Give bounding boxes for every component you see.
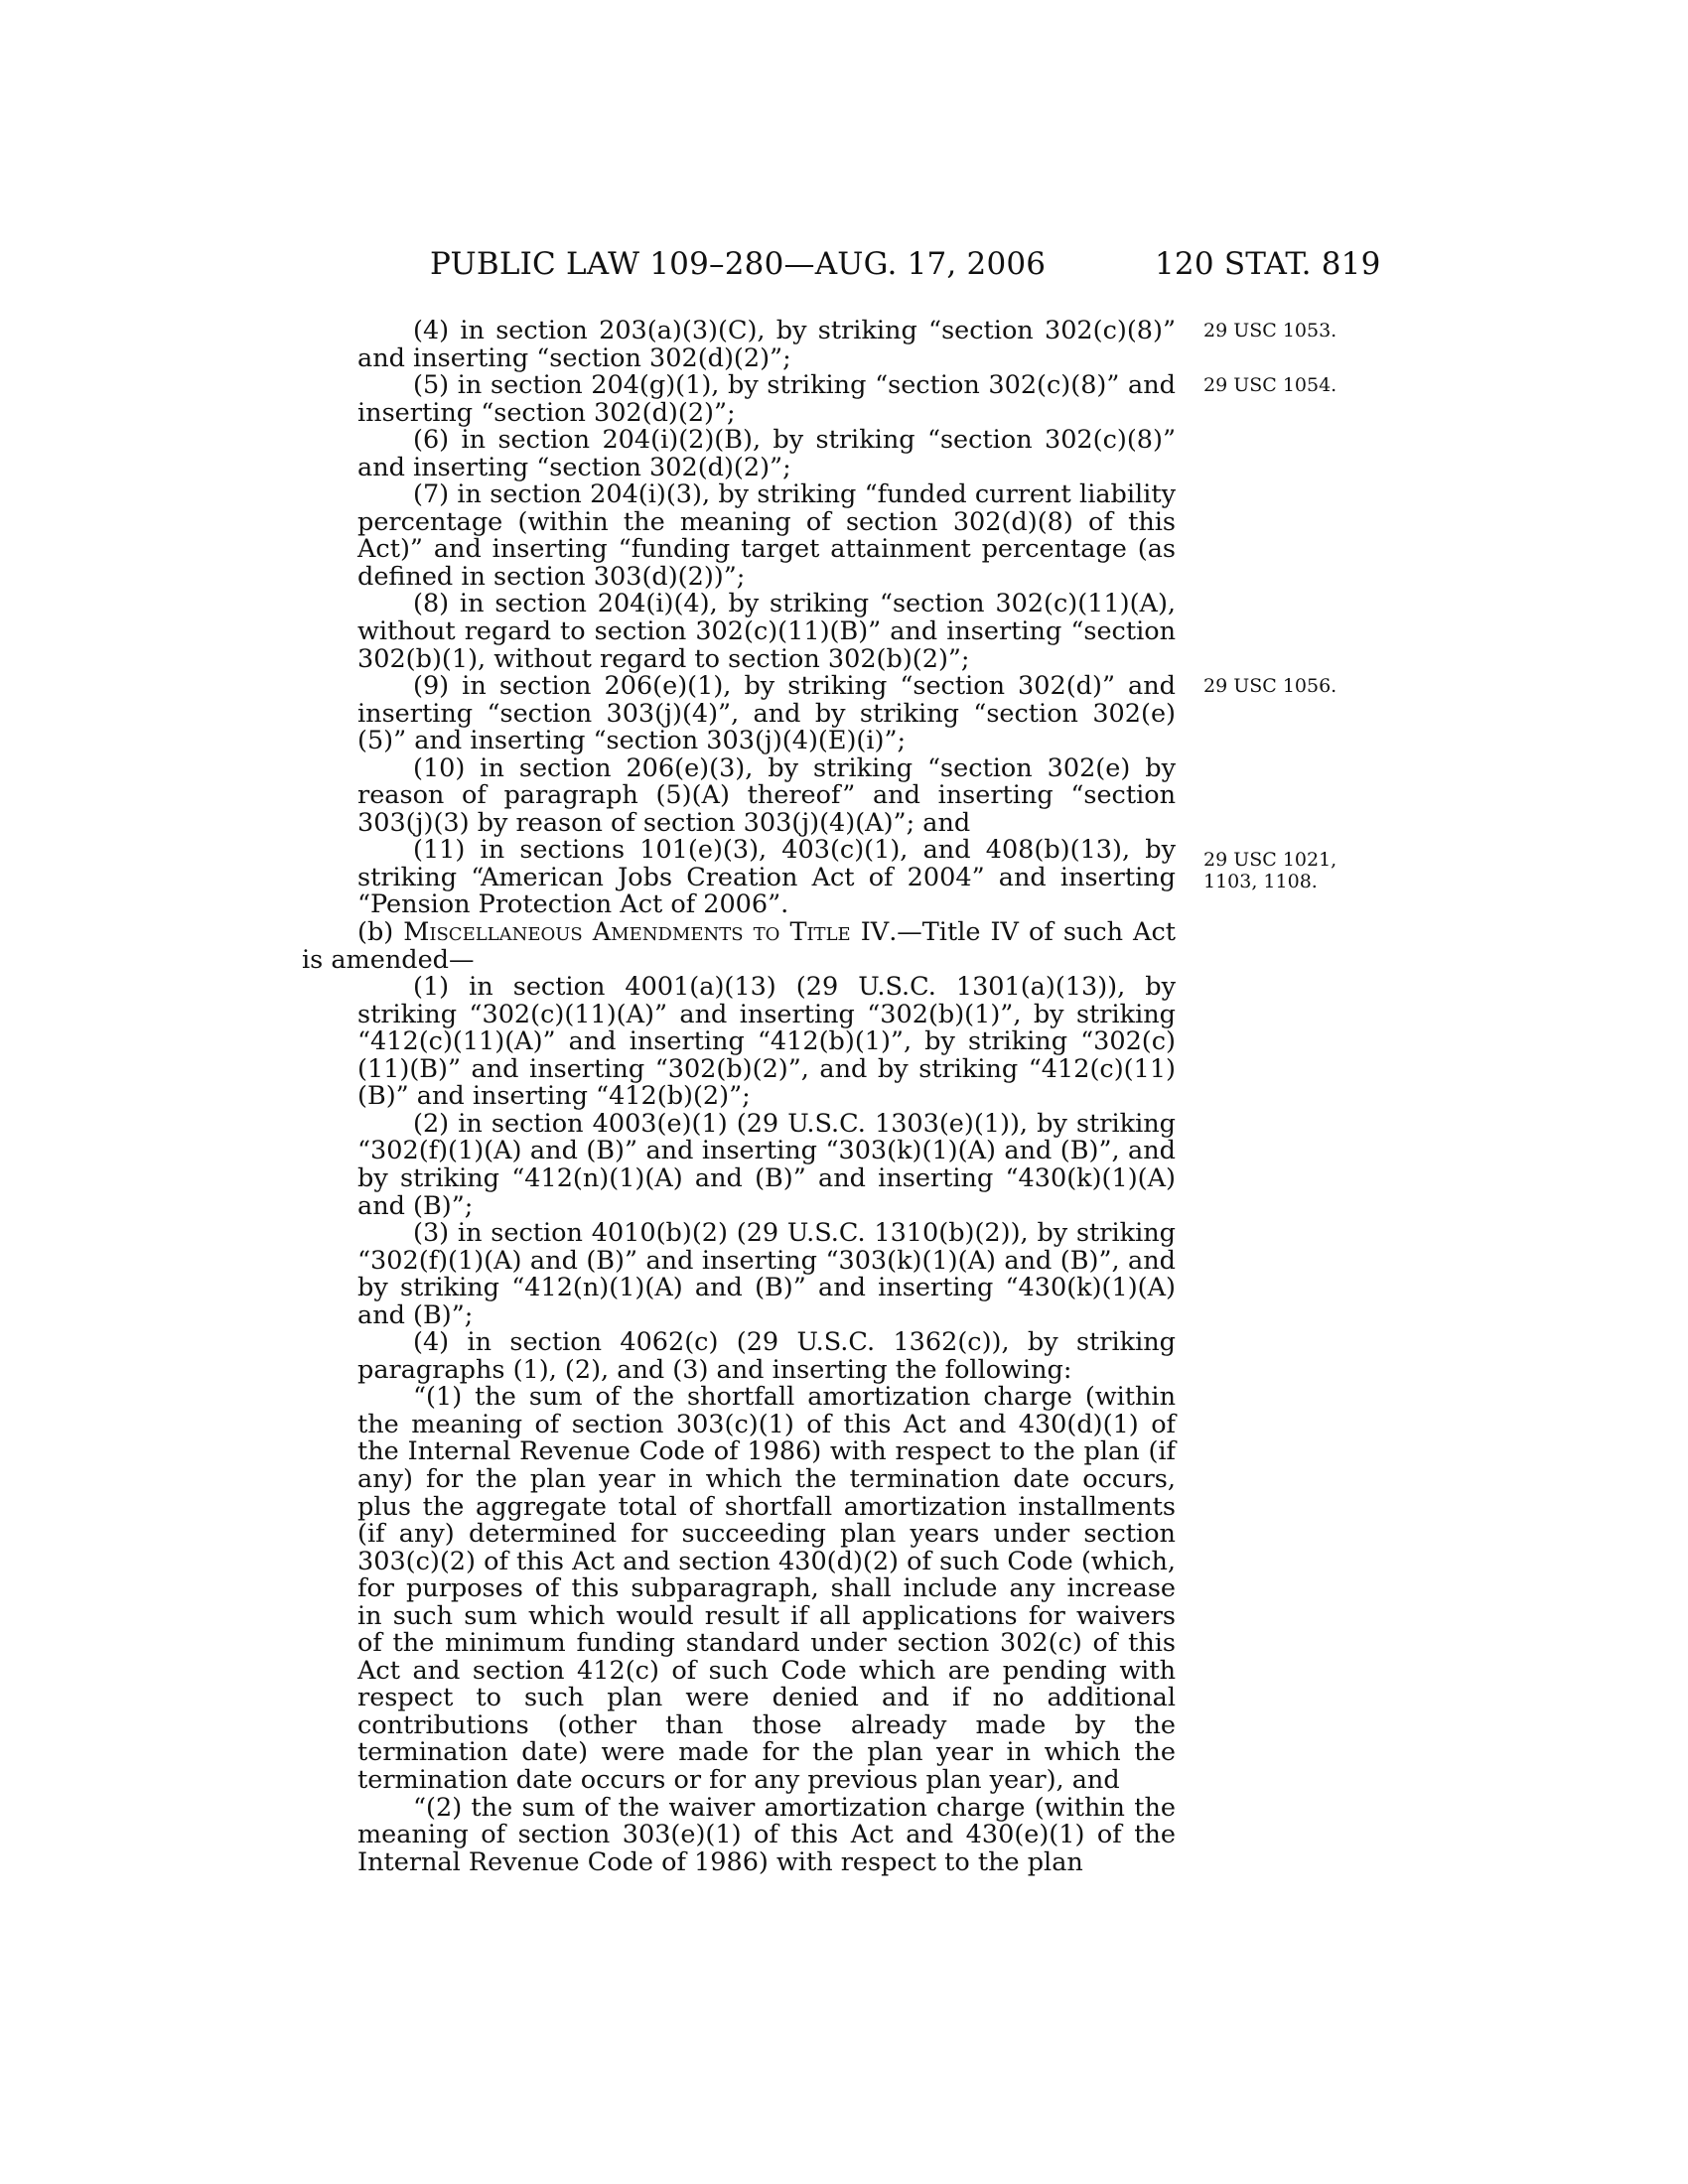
margin-note-usc-1103: 1103, 1108. — [1203, 871, 1318, 892]
paragraph-a5: (5) in section 204(g)(1), by striking “section 302(c)(8)” and inserting “section 302(d)(2)”; — [357, 370, 1176, 428]
page-title: PUBLIC LAW 109–280—AUG. 17, 2006 — [430, 246, 1047, 282]
paragraph-a8: (8) in section 204(i)(4), by striking “section 302(c)(11)(A), without regard to section 302(c)(11)(B)” and inserting “section 302(b)(1), without regard to section 302(b)(2)”; — [357, 589, 1176, 674]
document-body — [302, 316, 1177, 1877]
stat-page-number: 120 STAT. 819 — [1155, 246, 1381, 282]
margin-note-usc-1056: 29 USC 1056. — [1203, 675, 1337, 697]
paragraph-a6: (6) in section 204(i)(2)(B), by striking “section 302(c)(8)” and inserting “section 302(d)(2)”; — [357, 425, 1176, 482]
paragraph-b1: (1) in section 4001(a)(13) (29 U.S.C. 1301(a)(13)), by striking “302(c)(11)(A)” and inserting “302(b)(1)”, by striking “412(c)(11)(A)” and inserting “412(b)(1)”, by striking “302(c)(11)(B)” and inserting “302(b)(2)”, and by striking “412(c)(11)(B)” and inserting “412(b)(2)”; — [357, 972, 1176, 1112]
paragraph-a11: (11) in sections 101(e)(3), 403(c)(1), and 408(b)(13), by striking “American Jobs Creation Act of 2004” and inserting “Pension Protection Act of 2006”. — [357, 835, 1176, 920]
page-header — [0, 246, 1688, 286]
subsection-b-title: Miscellaneous Amendments to Title IV — [403, 917, 890, 948]
quoted-paragraph-1: “(1) the sum of the shortfall amortization charge (within the meaning of section 303(c)(1) of this Act and 430(d)(1) of the Internal Revenue Code of 1986) with respect to the plan (if any) for the plan year in which the termination date occurs, plus the aggregate total of shortfall amortization installments (if any) determined for succeeding plan years under section 303(c)(2) of this Act and section 430(d)(2) of such Code (which, for purposes of this subparagraph, shall include any increase in such sum which would result if all applications for waivers of the minimum funding standard under section 302(c) of this Act and section 412(c) of such Code which are pending with respect to such plan were denied and if no additional contributions (other than those already made by the termination date) were made for the plan year in which the termination date occurs or for any previous plan year), and — [357, 1382, 1176, 1795]
subsection-b-heading — [302, 919, 1176, 974]
paragraph-a10: (10) in section 206(e)(3), by striking “section 302(e) by reason of paragraph (5)(A) thereof” and inserting “section 303(j)(3) by reason of section 303(j)(4)(A)”; and — [357, 752, 1176, 838]
margin-note-usc-1054: 29 USC 1054. — [1203, 374, 1337, 396]
subsection-b-text: .—Title IV of such Act is amended— — [302, 917, 1177, 975]
margin-note-usc-1053: 29 USC 1053. — [1203, 320, 1337, 341]
quoted-paragraph-2: “(2) the sum of the waiver amortization charge (within the meaning of section 303(e)(1) of this Act and 430(e)(1) of the Internal Revenue Code of 1986) with respect to the plan — [357, 1792, 1176, 1877]
paragraph-a9: (9) in section 206(e)(1), by striking “section 302(d)” and inserting “section 303(j)(4)”, and by striking “section 302(e)(5)” and inserting “section 303(j)(4)(E)(i)”; — [357, 671, 1176, 756]
paragraph-b4: (4) in section 4062(c) (29 U.S.C. 1362(c)), by striking paragraphs (1), (2), and (3) and inserting the following: — [357, 1327, 1176, 1385]
paragraph-a4: (4) in section 203(a)(3)(C), by striking “section 302(c)(8)” and inserting “section 302(d)(2)”; — [357, 316, 1176, 373]
margin-note-usc-1021: 29 USC 1021, — [1203, 849, 1337, 871]
paragraph-a7: (7) in section 204(i)(3), by striking “funded current liability percentage (within the meaning of section 302(d)(8) of this Act)” and inserting “funding target attainment percentage (as defined in section 303(d)(2))”; — [357, 479, 1176, 592]
subsection-b-prefix: (b) — [357, 917, 404, 948]
paragraph-b3: (3) in section 4010(b)(2) (29 U.S.C. 1310(b)(2)), by striking “302(f)(1)(A) and (B)” and inserting “303(k)(1)(A) and (B)”, and by striking “412(n)(1)(A) and (B)” and inserting “430(k)(1)(A) and (B)”; — [357, 1218, 1176, 1330]
paragraph-b2: (2) in section 4003(e)(1) (29 U.S.C. 1303(e)(1)), by striking “302(f)(1)(A) and (B)” and inserting “303(k)(1)(A) and (B)”, and by striking “412(n)(1)(A) and (B)” and inserting “430(k)(1)(A) and (B)”; — [357, 1108, 1176, 1221]
